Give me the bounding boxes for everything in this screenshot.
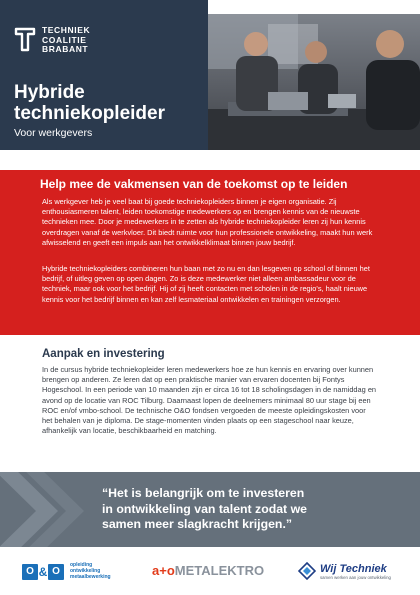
quote-text xyxy=(102,486,402,533)
aanpak-paragraph: In de cursus hybride techniekopleider leren medewerkers hoe ze hun kennis en ervaring over kunnen brengen op anderen. Ze leren dat op een praktische manier van ervaren docenten bij Fontys Hogeschool. In een periode van 10 maanden zijn er circa 16 tot 18 scholingsdagen in de namiddag en avond op de locatie van ROC Tilburg. Daarnaast lopen de deelnemers minimaal 80 uur stage bij een ROC en/of vmbo-school. De technische O&O fondsen vergoeden de meeste opleidingskosten voor het behalen van je diploma. De stage-momenten vinden plaats op een stageschool naar keuze, afhankelijk van locatie, beschikbaarheid en matching. xyxy=(42,365,377,436)
title-line-1: Hybride xyxy=(14,82,85,103)
footer-logos xyxy=(0,547,420,595)
ooo-mark-2: & xyxy=(38,564,48,579)
quote-line-1: “Het is belangrijk om te investeren xyxy=(102,486,305,500)
ao-logo-part: a+o xyxy=(152,563,175,578)
tcb-logo-mark-icon xyxy=(14,26,36,52)
ooo-line-2: ontwikkeling xyxy=(70,567,101,574)
quote-band xyxy=(0,472,420,547)
wij-techniek-tagline: samen werken aan jouw ontwikkeling xyxy=(320,574,391,580)
logo-line-3: BRABANT xyxy=(42,44,89,54)
workshop-photo-image xyxy=(208,14,420,150)
ao-metalektro-logo xyxy=(152,563,264,578)
ooo-line-1: opleiding xyxy=(70,562,93,568)
techniek-coalitie-logo xyxy=(14,26,90,55)
intro-section xyxy=(0,170,420,335)
workshop-photo xyxy=(208,14,420,150)
page-title xyxy=(14,82,165,124)
ooo-line-3: metaalbewerking xyxy=(70,573,111,580)
title-line-2: techniekopleider xyxy=(14,103,165,124)
ooo-logo xyxy=(22,563,111,580)
intro-paragraph-1: Als werkgever heb je veel baat bij goede techniekopleiders binnen je eigen organisatie. Zij enthousiasmeren talent, leiden toekomstige medewerkers op en brengen kennis van de nieuwste technieken mee. Door je medewerkers in te zetten als hybride techniekopleider leren zij hun kennis overdragen vanaf de werkvloer. Dit biedt ruimte voor hun professionele ontwikkeling, maakt hun werk afwisselend en geeft een impuls aan het ontwikkelklimaat binnen jouw bedrijf. xyxy=(42,197,373,247)
wij-techniek-name: Wij Techniek xyxy=(320,562,387,575)
aanpak-heading: Aanpak en investering xyxy=(42,348,165,360)
logo-line-2: COALITIE xyxy=(42,34,87,45)
intro-heading: Help mee de vakmensen van de toekomst op te leiden xyxy=(40,177,348,191)
quote-line-2: in ontwikkeling van talent zodat we xyxy=(102,501,307,516)
page-subtitle: Voor werkgevers xyxy=(14,127,93,139)
wij-techniek-mark-icon xyxy=(298,562,316,580)
chevron-decoration-icon xyxy=(0,472,100,547)
header-panel xyxy=(0,0,208,150)
intro-paragraph-2: Hybride techniekopleiders combineren hun baan met zo nu en dan lesgeven op school of binnen het bedrijf, of uitleg geven op open dagen. Zo is deze medewerker niet alleen ambassadeur voor de techniek, maar ook voor het bedrijf. Hij of zij heeft contacten met scholen in de regio's, haalt nieuwe kennis voor het bedrijf binnen en kan zelf lesmateriaal ontwikkelen en trainingen verzorgen. xyxy=(42,264,370,304)
ooo-mark-3: O xyxy=(48,564,64,580)
wij-techniek-logo xyxy=(298,562,391,580)
ooo-mark-1: O xyxy=(22,564,38,580)
metalektro-logo-part: METALEKTRO xyxy=(174,563,265,578)
logo-line-1: TECHNIEK xyxy=(42,25,91,35)
quote-line-3: samen meer slagkracht krijgen.” xyxy=(102,517,293,531)
